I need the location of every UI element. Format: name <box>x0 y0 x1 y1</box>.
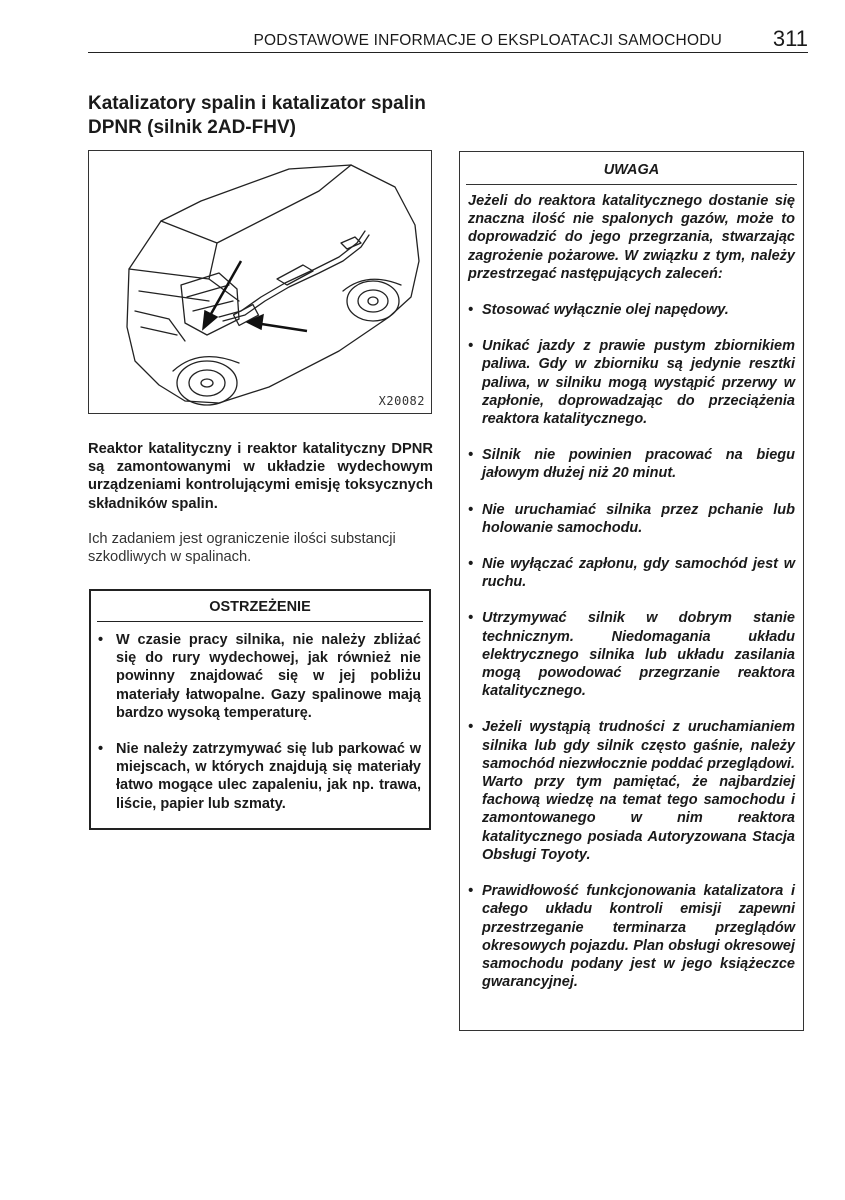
bullet-icon: • <box>98 632 104 648</box>
caution-item <box>468 718 795 864</box>
caution-box <box>459 151 804 1031</box>
caution-item <box>468 301 795 319</box>
caution-item <box>468 555 795 591</box>
figure <box>88 150 432 414</box>
bullet-icon: • <box>468 447 474 464</box>
intro-paragraph-1: Reaktor katalityczny i reaktor katalityczny DPNR są zamontowanymi w układzie wydechowym urządzeniami kontrolującymi emisję toksycznych składników spalin. <box>88 441 433 512</box>
warning-item-text: Nie należy zatrzymywać się lub parkować w miejscach, w których znajdują się materiały łatwo mogące ulec zapaleniu, jak np. trawa, liście, papier lub szmaty. <box>116 741 421 812</box>
page-number: 311 <box>772 26 808 51</box>
figure-code: X20082 <box>378 394 425 408</box>
bullet-icon: • <box>468 610 474 627</box>
warning-item-text: W czasie pracy silnika, nie należy zbliżać się do rury wydechowej, jak również nie powinny znajdować się w jej pobliżu materiały łatwopalne. Gazy spalinowe mają bardzo wysoką temperaturę. <box>116 632 421 721</box>
bullet-icon: • <box>98 741 104 758</box>
section-title: Katalizatory spalin i katalizator spalin DPNR (silnik 2AD-FHV) <box>88 93 426 138</box>
caution-intro: Jeżeli do reaktora katalitycznego dostanie się znaczna ilość nie spalonych gazów, może to doprowadzić do jego przegrzania, stwarzając zagrożenie pożarowe. W związku z tym, należy przestrzegać następujących zaleceń: <box>468 193 795 282</box>
caution-item <box>468 337 795 428</box>
caution-item <box>468 501 795 537</box>
warning-item <box>98 631 421 722</box>
intro-paragraph-2: Ich zadaniem jest ograniczenie ilości substancji szkodliwych w spalinach. <box>88 531 396 566</box>
caution-item-text: Unikać jazdy z prawie pustym zbiornikiem paliwa. Gdy w zbiorniku są jedynie resztki paliwa, w silniku mogą wystąpić przerwy w zapłonie, doprowadzając do przeciążenia reaktora katalitycznego. <box>482 338 795 428</box>
caution-item-text: Jeżeli wystąpią trudności z uruchamianiem silnika lub gdy silnik często gaśnie, należy samochód niezwłocznie poddać przeglądowi. Warto przy tym pamiętać, że najbardziej fachową wiedzę na temat tego samochodu i zamontowanego w nim reaktora katalitycznego posiada Autoryzowana Stacja Obsługi Toyoty. <box>482 719 795 863</box>
car-exhaust-illustration-icon <box>89 151 433 415</box>
warning-item <box>98 740 421 813</box>
caution-item <box>468 882 795 991</box>
caution-item-text: Stosować wyłącznie olej napędowy. <box>482 302 729 319</box>
bullet-icon: • <box>468 719 474 736</box>
caution-item-text: Nie uruchamiać silnika przez pchanie lub holowanie samochodu. <box>482 501 795 536</box>
bullet-icon: • <box>468 338 474 355</box>
page-header <box>88 26 808 53</box>
bullet-icon: • <box>468 556 474 573</box>
bullet-icon: • <box>468 883 474 900</box>
warning-title: OSTRZEŻENIE <box>209 599 311 615</box>
header-title: PODSTAWOWE INFORMACJE O EKSPLOATACJI SAMOCHODU <box>253 32 722 49</box>
warning-box <box>89 589 431 830</box>
bullet-icon: • <box>468 501 474 518</box>
bullet-icon: • <box>468 302 474 319</box>
caution-item-text: Prawidłowość funkcjonowania katalizatora i całego układu kontroli emisji zapewni przestrzeganie terminarza przeglądów okresowych pojazdu. Plan obsługi okresowej samochodu podany jest w jego książeczce gwarancyjnej. <box>482 883 795 991</box>
caution-item-text: Silnik nie powinien pracować na biegu jałowym dłużej niż 20 minut. <box>482 447 795 482</box>
caution-title: UWAGA <box>603 162 660 178</box>
caution-item-text: Utrzymywać silnik w dobrym stanie technicznym. Niedomagania układu elektrycznego silnika lub układu zasilania mogą powodować przegrzanie reaktora katalitycznego. <box>482 610 795 700</box>
caution-item <box>468 446 795 482</box>
caution-item <box>468 609 795 700</box>
caution-item-text: Nie wyłączać zapłonu, gdy samochód jest w ruchu. <box>482 556 795 591</box>
